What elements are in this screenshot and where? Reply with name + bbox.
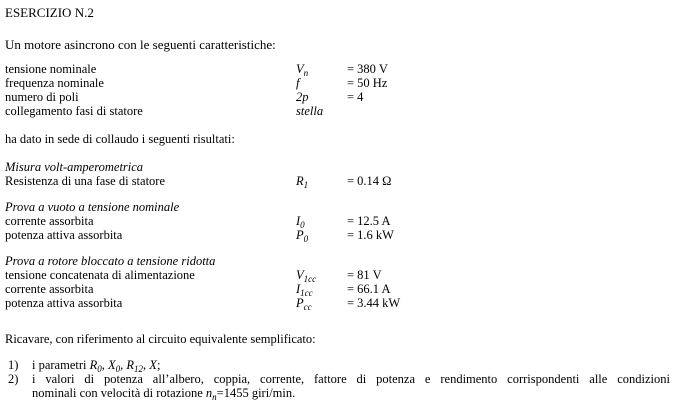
spec-row (5, 228, 673, 242)
spec-value: = 66.1 A (347, 282, 391, 296)
test-heading: Prova a rotore bloccato a tensione ridotta (5, 254, 216, 268)
test-heading: Prova a vuoto a tensione nominale (5, 200, 180, 214)
spec-label: corrente assorbita (5, 282, 94, 296)
spec-row (5, 76, 673, 90)
spec-row (5, 296, 673, 310)
param-x: X (149, 358, 157, 372)
spec-label: potenza attiva assorbita (5, 228, 123, 242)
spec-value: = 81 V (347, 268, 382, 282)
spec-row (5, 90, 673, 104)
spec-symbol: 2p (296, 90, 309, 104)
question-intro: Ricavare, con riferimento al circuito equivalente semplificato: (5, 332, 316, 346)
spec-label: Resistenza di una fase di statore (5, 174, 166, 188)
spec-label: tensione concatenata di alimentazione (5, 268, 195, 282)
spec-row (5, 282, 673, 296)
spec-row (5, 104, 673, 118)
intro-paragraph: Un motore asincrono con le seguenti caratteristiche: (5, 37, 276, 52)
spec-symbol: $I_0$ (296, 214, 305, 230)
spec-symbol: $P_0$ (296, 228, 309, 244)
spec-value: = 3.44 kW (347, 296, 401, 310)
param-r0: $R_0$ (89, 358, 102, 374)
spec-symbol: $P_{cc}$ (296, 296, 312, 312)
spec-symbol: $R_1$ (296, 174, 309, 190)
question-2-line-1: i valori di potenza all’albero, coppia, corrente, fattore di potenza e rendimento corrispondenti alle condizioni (32, 372, 670, 386)
test-heading: Misura volt-amperometrica (5, 160, 144, 174)
spec-value: = 12.5 A (347, 214, 391, 228)
spec-label: collegamento fasi di statore (5, 104, 143, 118)
spec-value: = 380 V (347, 62, 388, 76)
list-marker: 1) (8, 358, 19, 372)
spec-symbol: f (296, 76, 300, 90)
question-2-text (32, 372, 670, 401)
spec-value: = 50 Hz (347, 76, 388, 90)
question-2-line-2: nominali con velocità di rotazione $n_n=1455$ giri/min. (32, 386, 296, 402)
spec-row (5, 268, 673, 282)
spec-row (5, 214, 673, 228)
spec-row (5, 174, 673, 188)
spec-label: corrente assorbita (5, 214, 94, 228)
param-r12: $R_{12}$ (126, 358, 144, 374)
param-nn: $n_n$ (205, 386, 217, 402)
results-intro: ha dato in sede di collaudo i seguenti risultati: (5, 132, 235, 146)
spec-label: potenza attiva assorbita (5, 296, 123, 310)
spec-label: tensione nominale (5, 62, 97, 76)
spec-label: numero di poli (5, 90, 79, 104)
spec-symbol: $V_{1cc}$ (296, 268, 317, 284)
spec-label: frequenza nominale (5, 76, 104, 90)
spec-symbol: $V_n$ (296, 62, 309, 78)
spec-symbol: stella (296, 104, 324, 118)
list-marker: 2) (8, 372, 19, 386)
spec-value: = 1.6 kW (347, 228, 394, 242)
spec-row (5, 62, 673, 76)
spec-symbol: $I_{1cc}$ (296, 282, 313, 298)
param-x0: $X_0$ (108, 358, 121, 374)
question-1-text: i parametri $R_0$, $X_0$, $R_{12}$, X; (32, 358, 161, 374)
exercise-title: ESERCIZIO N.2 (5, 5, 94, 20)
spec-value: = 0.14 Ω (347, 174, 392, 188)
spec-value: = 4 (347, 90, 364, 104)
